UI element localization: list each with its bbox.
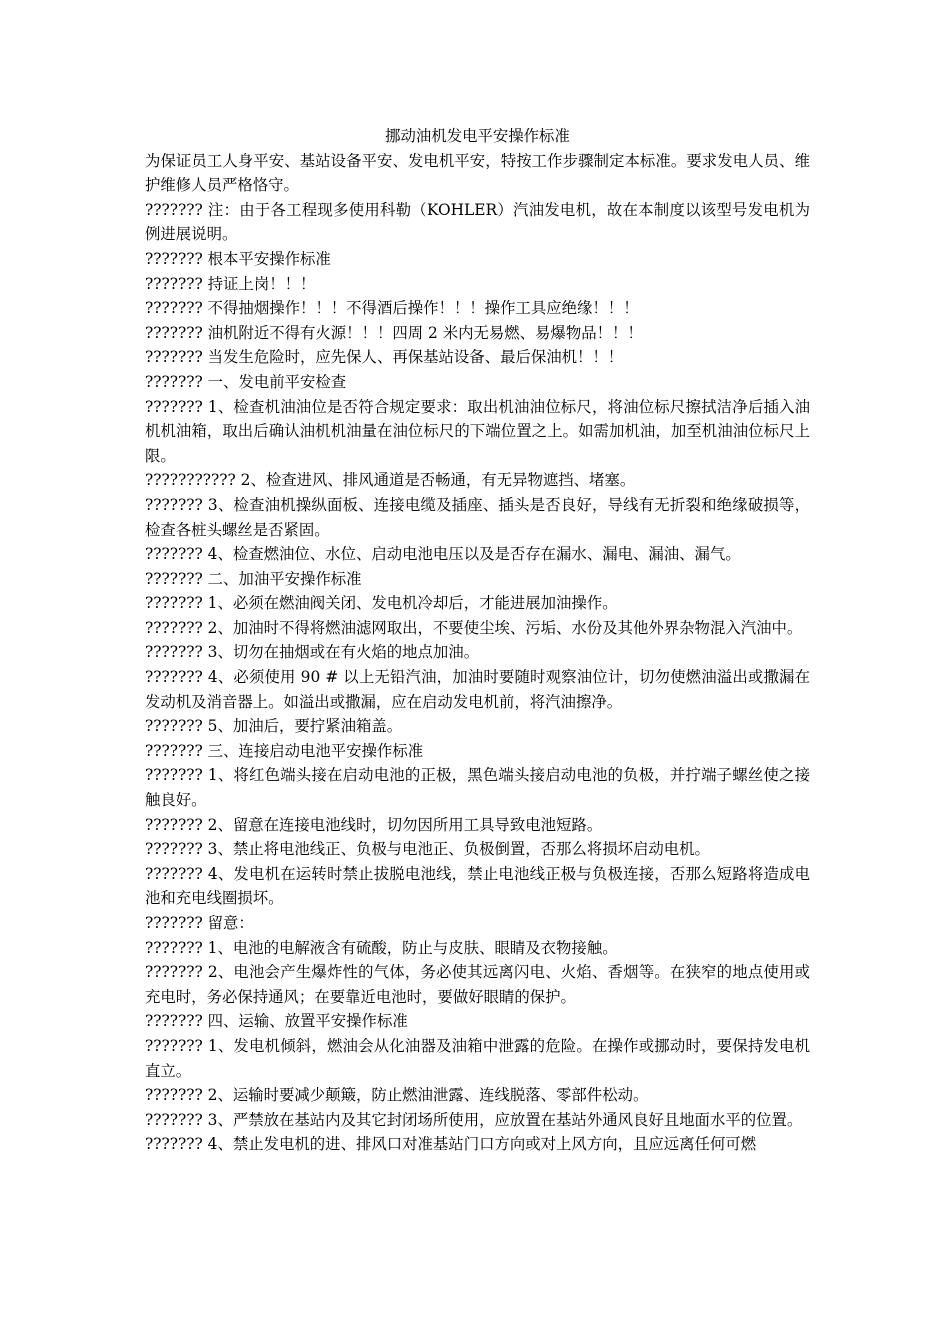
- paragraph: ??????? 1、将红色端头接在启动电池的正极，黑色端头接启动电池的负极，并拧端子螺丝使之接触良好。: [145, 766, 810, 810]
- paragraph: ??????? 3、禁止将电池线正、负极与电池正、负极倒置，否那么将损坏启动电机。: [145, 840, 710, 859]
- paragraph: ??????? 5、加油后，要拧紧油箱盖。: [145, 717, 403, 736]
- paragraph: ??????? 根本平安操作标准: [145, 249, 331, 268]
- paragraph: ??????? 2、加油时不得将燃油滤网取出，不要使尘埃、污垢、水份及其他外界杂物混入汽油中。: [145, 618, 803, 637]
- document-body: [145, 124, 810, 1157]
- paragraph: ??????? 1、发电机倾斜，燃油会从化油器及油箱中泄露的危险。在操作或挪动时，要保持发电机直立。: [145, 1036, 810, 1080]
- paragraph: ??????? 2、运输时要减少颠簸，防止燃油泄露、连线脱落、零部件松动。: [145, 1086, 649, 1105]
- paragraph: ??????? 持证上岗！！！: [145, 274, 316, 293]
- paragraph: ??????? 4、必须使用 90 # 以上无铅汽油，加油时要随时观察油位计，切勿使燃油溢出或撒漏在发动机及消音器上。如溢出或撒漏，应在启动发电机前，将汽油擦净。: [145, 668, 810, 711]
- paragraph: ??????? 3、检查油机操纵面板、连接电缆及插座、插头是否良好，导线有无折裂和绝缘破损等，检查各桩头螺丝是否紧固。: [145, 495, 810, 539]
- document-title: 挪动油机发电平安操作标准: [385, 127, 570, 145]
- paragraph: ??????? 注：由于各工程现多使用科勒（KOHLER）汽油发电机，故在本制度以该型号发电机为例进展说明。: [145, 200, 810, 244]
- paragraph: ??????? 3、严禁放在基站内及其它封闭场所使用，应放置在基站外通风良好且地面水平的位置。: [145, 1110, 803, 1129]
- paragraph: ??????? 4、禁止发电机的进、排风口对准基站门口方向或对上风方向，且应远离任何可燃: [145, 1135, 757, 1154]
- paragraph: 为保证员工人身平安、基站设备平安、发电机平安，特按工作步骤制定本标准。要求发电人员、维护维修人员严格恪守。: [145, 151, 810, 195]
- paragraph: ??????? 四、运输、放置平安操作标准: [145, 1012, 408, 1031]
- paragraph: ??????? 1、检查机油油位是否符合规定要求：取出机油油位标尺，将油位标尺擦拭洁净后插入油机机油箱，取出后确认油机机油量在油位标尺的下端位置之上。如需加机油，加至机油油位标尺上限。: [145, 397, 810, 465]
- paragraph: ??????? 当发生危险时，应先保人、再保基站设备、最后保油机！！！: [145, 348, 624, 367]
- paragraph: ??????? 3、切勿在抽烟或在有火焰的地点加油。: [145, 643, 480, 662]
- paragraph: ??????? 2、留意在连接电池线时，切勿因所用工具导致电池短路。: [145, 815, 603, 834]
- paragraph: ??????? 二、加油平安操作标准: [145, 569, 362, 588]
- paragraph: ??????? 2、电池会产生爆炸性的气体，务必使其远离闪电、火焰、香烟等。在狭窄的地点使用或充电时，务必保持通风；在要靠近电池时，要做好眼睛的保护。: [145, 963, 810, 1006]
- paragraph: ??????? 不得抽烟操作！！！不得酒后操作！！！操作工具应绝缘！！！: [145, 299, 639, 318]
- paragraph-list: [145, 149, 810, 1157]
- paragraph: ??????? 三、连接启动电池平安操作标准: [145, 741, 424, 760]
- paragraph: ??????? 留意：: [145, 914, 254, 932]
- paragraph: ??????? 一、发电前平安检查: [145, 372, 347, 391]
- paragraph: ??????? 1、必须在燃油阀关闭、发电机冷却后，才能进展加油操作。: [145, 594, 618, 613]
- paragraph: ??????? 油机附近不得有火源！！！四周 2 米内无易燃、易爆物品！！！: [145, 323, 643, 342]
- paragraph: ??????? 1、电池的电解液含有硫酸，防止与皮肤、眼睛及衣物接触。: [145, 938, 618, 957]
- paragraph: ??????? 4、发电机在运转时禁止拔脱电池线，禁止电池线正极与负极连接，否那么短路将造成电池和充电线圈损坏。: [145, 864, 810, 908]
- paragraph: ??????? 4、检查燃油位、水位、启动电池电压以及是否存在漏水、漏电、漏油、漏气。: [145, 545, 741, 564]
- paragraph: ??????????? 2、检查进风、排风通道是否畅通，有无异物遮挡、堵塞。: [145, 471, 636, 490]
